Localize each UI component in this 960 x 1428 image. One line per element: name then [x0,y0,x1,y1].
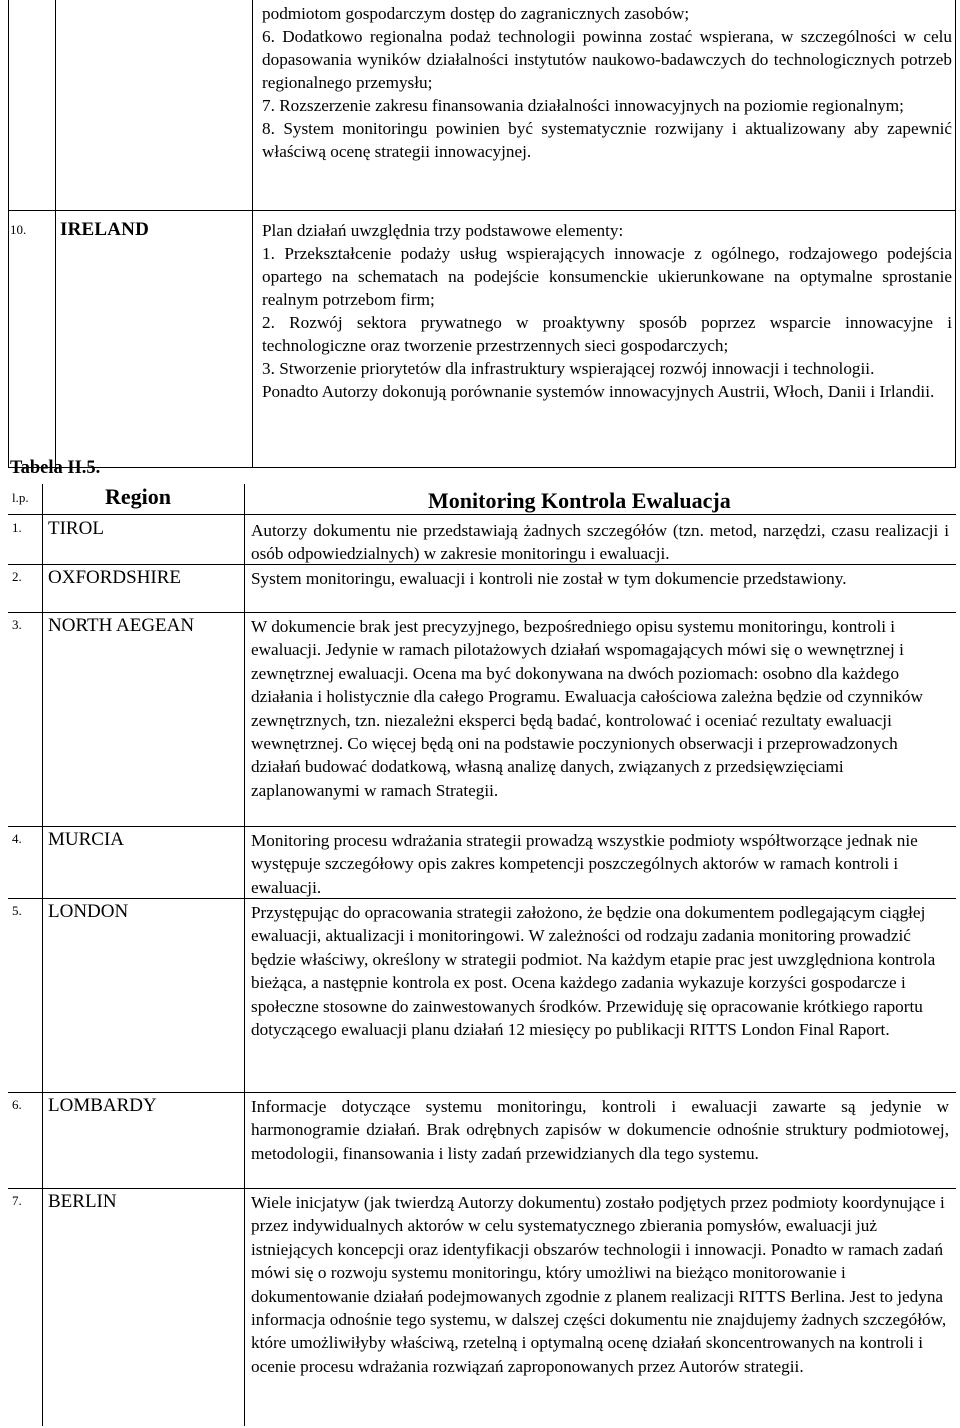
region-monitoring-text: Informacje dotyczące systemu monitoringu, kontroli i ewaluacji zawarte są jedynie w harmonogramie działań. Brak odrębnych zapisów w dokumencie odnośnie struktury podmiotowej, metodologii, finansowania i listy zadań przewidzianych dla tego systemu. [251,1097,949,1163]
list-item: 1. Przekształcenie podaży usług wspierających innowacje z ogólnego, rodzajowego podejścia opartego na schematach na podejście konsumenckie ukierunkowane na optymalne sprostanie realnym potrzebom firm; [262,244,952,309]
row-number: 4. [12,831,22,846]
region-name: BERLIN [48,1191,117,1212]
table-column-divider [55,0,56,468]
row-number: 5. [12,903,22,918]
table-row-divider [8,210,956,211]
region-name: NORTH AEGEAN [48,615,195,636]
region-monitoring-text: Monitoring procesu wdrażania strategii prowadzą wszystkie podmioty współtworzące jednak nie występuje szczegółowy opis zakres kompetencji poszczególnych aktorów w ramach kontroli i ewaluacji. [251,831,918,897]
table-caption: Tabela II.5. [10,458,101,478]
region-monitoring-text: W dokumencie brak jest precyzyjnego, bezpośredniego opisu systemu monitoringu, kontroli i ewaluacji. Jedynie w ramach pilotażowych działań wspomagających mówi się o wewnętrznej i zewnętrznej ewaluacji. Ocena ma być dokonywana na dwóch poziomach: osobno dla każdego działania i holistycznie dla całego Programu. Ewaluacja całościowa zależna będzie od czynników zewnętrznych, tzn. niezależni eksperci będą badać, kontrolować i oceniać rezultaty ewaluacji wewnętrznej. Co więcej będą oni na podstawie poczynionych obserwacji i przeprowadzonych działań budować dodatkową, własną analizę danych, związanych z przedsięwzięciami zaplanowanymi w ramach Strategii. [251,617,923,800]
table-row-divider [8,898,956,899]
table-row-divider [8,1188,956,1189]
previous-table [8,0,956,468]
region-description [262,219,952,403]
table-column-divider [252,0,253,468]
table-row-divider [8,612,956,613]
region-monitoring-text: Autorzy dokumentu nie przedstawiają żadnych szczegółów (tzn. metod, narzędzi, czasu realizacji i osób odpowiedzialnych) w zakresie monitoringu i ewaluacji. [251,521,949,564]
list-item: 6. Dodatkowo regionalna podaż technologii powinna zostać wspierana, w szczególności w celu dopasowania wyników działalności instytutów naukowo-badawczych do technologicznych potrzeb regionalnego przemysłu; [262,27,952,92]
region-name: TIROL [48,518,104,539]
table-column-divider [42,484,43,1426]
table-row-divider [8,564,956,565]
list-item: 3. Stworzenie priorytetów dla infrastruktury wspierającej rozwój innowacji i technologii. [262,359,875,378]
region-name: IRELAND [60,219,150,240]
region-monitoring-text: Przystępując do opracowania strategii założono, że będzie ona dokumentem podlegającym ciągłej ewaluacji, aktualizacji i monitoringowi. W zależności od rodzaju zadania monitoring prowadzić będzie właściwy, określony w strategii podmiot. Na każdym etapie prac jest uwzględniona kontrola bieżąca, a następnie kontrola ex post. Ocena każdego zadania wykazuje korzyści gospodarcze i społeczne stosowne do zainwestowanych środków. Przewiduję się opracowanie krótkiego raportu dotyczącego ewaluacji planu działań 12 miesięcy po publikacji RITTS London Final Raport. [251,903,936,1040]
table-border-left [8,0,9,468]
list-item: 8. System monitoringu powinien być systematycznie rozwijany i aktualizowany aby zapewnić właściwą ocenę strategii innowacyjnej. [262,119,952,161]
region-monitoring-text: Wiele inicjatyw (jak twierdzą Autorzy dokumentu) zostało podjętych przez podmioty koordynujące i przez indywidualnych aktorów w celu systematycznego zbierania pomysłów, ewaluacji już istniejących koncepcji oraz identyfikacji obszarów technologii i innowacji. Ponadto w ramach zadań mówi się o rozwoju systemu monitoringu, który umożliwi na bieżąco monitorowanie i dokumentowanie działań podejmowanych zgodnie z planem realizacji RITTS Berlina. Jest to jedyna informacja odnośnie tego systemu, w dalszej części dokumentu nie znajdujemy żadnych szczegółów, które umożliwiłyby właściwą, rzetelną i optymalną ocenę działań skoncentrowanych na kontroli i ocenie procesu wdrażania rozwiązań zaproponowanych przez Autorów strategii. [251,1193,947,1376]
row-number: 6. [12,1097,22,1112]
header-lp: l.p. [12,490,29,505]
region-name: LONDON [48,901,129,922]
row-number: 7. [12,1193,22,1208]
region-name: MURCIA [48,829,125,850]
region-name: OXFORDSHIRE [48,567,182,588]
list-intro: Plan działań uwzględnia trzy podstawowe elementy: [262,221,624,240]
table-row-divider [8,826,956,827]
header-region: Region [105,484,171,509]
row-number: 10. [10,222,27,237]
table-border-right [955,0,956,468]
list-item: podmiotom gospodarczym dostęp do zagranicznych zasobów; [262,4,690,23]
header-divider [8,514,956,515]
region-name: LOMBARDY [48,1095,157,1116]
row-number: 3. [12,617,22,632]
list-item: Ponadto Autorzy dokonują porównanie systemów innowacyjnych Austrii, Włoch, Danii i Irlandii. [262,382,935,401]
row-number: 2. [12,569,22,584]
region-monitoring-text: System monitoringu, ewaluacji i kontroli nie został w tym dokumencie przedstawiony. [251,569,847,588]
table-row-divider [8,1092,956,1093]
table-border-bottom [8,467,956,468]
list-item: 7. Rozszerzenie zakresu finansowania działalności innowacyjnych na poziomie regionalnym; [262,96,904,115]
header-monitoring: Monitoring Kontrola Ewaluacja [428,488,731,513]
table-column-divider [244,484,245,1426]
row-number: 1. [12,520,22,535]
list-item: 2. Rozwój sektora prywatnego w proaktywny sposób poprzez wsparcie innowacyjne i technologiczne oraz tworzenie przestrzennych sieci gospodarczych; [262,313,952,355]
continued-items [262,2,952,163]
